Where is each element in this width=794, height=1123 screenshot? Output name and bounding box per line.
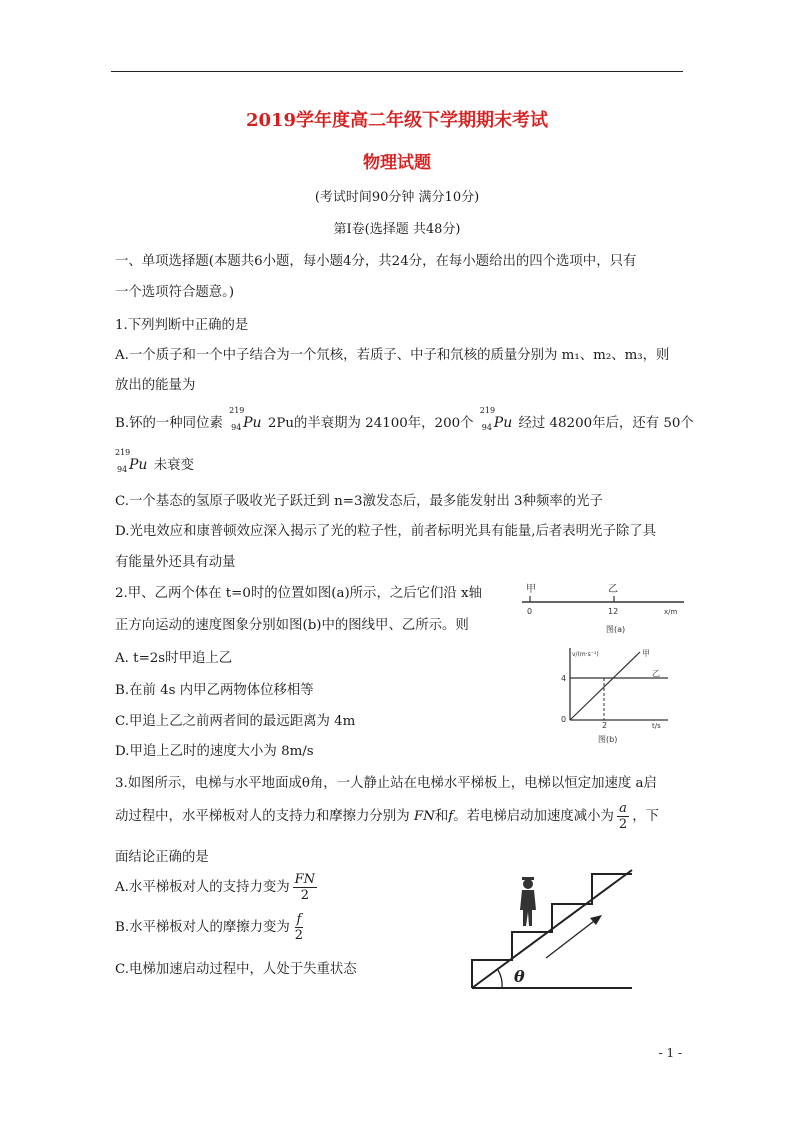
part1-intro-line1: 一、单项选择题(本题共6小题，每小题4分，共24分，在每小题给出的四个选项中，只有 (115, 254, 637, 269)
fig-b-x2: 2 (602, 721, 608, 730)
q3-option-a (115, 872, 320, 903)
q1-stem: 1.下列判断中正确的是 (115, 318, 249, 333)
q1-option-a-line2: 放出的能量为 (115, 378, 196, 393)
q1-b-mid1: 2Pu的半衰期为 24100年，200个 (267, 416, 474, 431)
q1-b-mid2: 经过 48200年后，还有 50个 (518, 416, 694, 431)
fig-b-y4: 4 (561, 674, 567, 683)
q3-stem-line3: 面结论正确的是 (115, 850, 209, 865)
fig-a-tick0: 0 (527, 607, 533, 616)
q3-a-pre: A.水平梯板对人的支持力变为 (115, 880, 290, 895)
q1-option-b-line1 (115, 406, 694, 432)
escalator-figure (462, 860, 638, 994)
q3-fraction-fn-over-2: $\frac{FN}{2}$ (294, 872, 316, 903)
exam-subtitle: 物理试题 (363, 153, 431, 173)
fig-a-yi: 乙 (608, 584, 618, 595)
q3-option-b (115, 912, 308, 943)
fig-a-xunit: x/m (664, 608, 678, 616)
q1-option-c: C.一个基态的氢原子吸收光子跃迁到 n=3激发态后，最多能发射出 3种频率的光子 (115, 494, 603, 509)
figure-b (556, 646, 672, 746)
fig-a-caption: 图(a) (606, 625, 626, 634)
q1-option-d-line2: 有能量外还具有动量 (115, 555, 236, 570)
pu-symbol: 219 94 Pu (115, 448, 148, 474)
q3-fraction-a-over-2: $\frac{a}{2}$ (618, 801, 628, 832)
theta-label: θ (514, 967, 525, 986)
q2-stem-line2: 正方向运动的速度图象分别如图(b)中的图线甲、乙所示。则 (115, 618, 469, 633)
q3-f: f (448, 809, 454, 824)
exam-title: 2019学年度高二年级下学期期末考试 (245, 110, 549, 131)
q1-option-b-line2 (115, 448, 194, 474)
q3-and: 和 (434, 809, 449, 824)
q1-option-d-line1: D.光电效应和康普顿效应深入揭示了光的粒子性，前者标明光具有能量,后者表明光子除了具 (115, 524, 657, 539)
q1-b-pre: B.钚的一种同位素 (115, 416, 223, 431)
fig-a-tick12: 12 (608, 607, 619, 616)
q3-fraction-f-over-2: $\frac{f}{2}$ (294, 912, 304, 943)
exam-info: (考试时间90分钟 满分10分) (314, 190, 480, 205)
q3-stem-line2 (115, 801, 659, 832)
pu-symbol: 219 94 Pu (229, 406, 262, 432)
fig-b-jia: 甲 (642, 649, 650, 658)
q2-stem-line1: 2.甲、乙两个体在 t=0时的位置如图(a)所示，之后它们沿 x轴 (115, 586, 482, 601)
part1-intro-line2: 一个选项符合题意。) (115, 285, 235, 300)
fig-a-jia: 甲 (526, 584, 536, 595)
q2-option-a: A. t=2s时甲追上乙 (115, 651, 233, 666)
q3-stem-line2-post: 。若电梯启动加速度减小为 (453, 809, 614, 824)
person-icon (520, 877, 536, 926)
fig-b-origin: 0 (561, 715, 567, 724)
header-rule (111, 71, 683, 72)
fig-b-caption: 图(b) (598, 735, 618, 744)
q3-stem-line1: 3.如图所示，电梯与水平地面成θ角，一人静止站在电梯水平梯板上，电梯以恒定加速度 a启 (115, 776, 657, 791)
fig-b-yaxis: v/(m·s⁻¹) (572, 651, 599, 658)
q2-option-c: C.甲追上乙之前两者间的最远距离为 4m (115, 714, 356, 729)
figure-a (516, 580, 686, 640)
fig-b-xunit: t/s (652, 722, 661, 730)
q3-b-pre: B.水平梯板对人的摩擦力变为 (115, 920, 290, 935)
fig-b-yi: 乙 (652, 669, 660, 678)
q3-fn: FN (413, 809, 435, 824)
section-heading: 第Ⅰ卷(选择题 共48分) (333, 222, 461, 237)
q1-option-a-line1: A.一个质子和一个中子结合为一个氘核，若质子、中子和氘核的质量分别为 m₁、m₂、m₃，则 (115, 348, 670, 363)
q2-option-d: D.甲追上乙时的速度大小为 8m/s (115, 744, 314, 759)
pu-symbol: 219 94 Pu (479, 406, 513, 432)
q1-b-end: 未衰变 (153, 458, 194, 473)
q3-stem-line2-pre: 动过程中，水平梯板对人的支持力和摩擦力分别为 (115, 809, 410, 824)
q3-stem-line2-end: ，下 (632, 809, 659, 824)
q3-option-c: C.电梯加速启动过程中，人处于失重状态 (115, 962, 357, 977)
page-number: - 1 - (658, 1046, 682, 1060)
q2-option-b: B.在前 4s 内甲乙两物体位移相等 (115, 683, 314, 698)
